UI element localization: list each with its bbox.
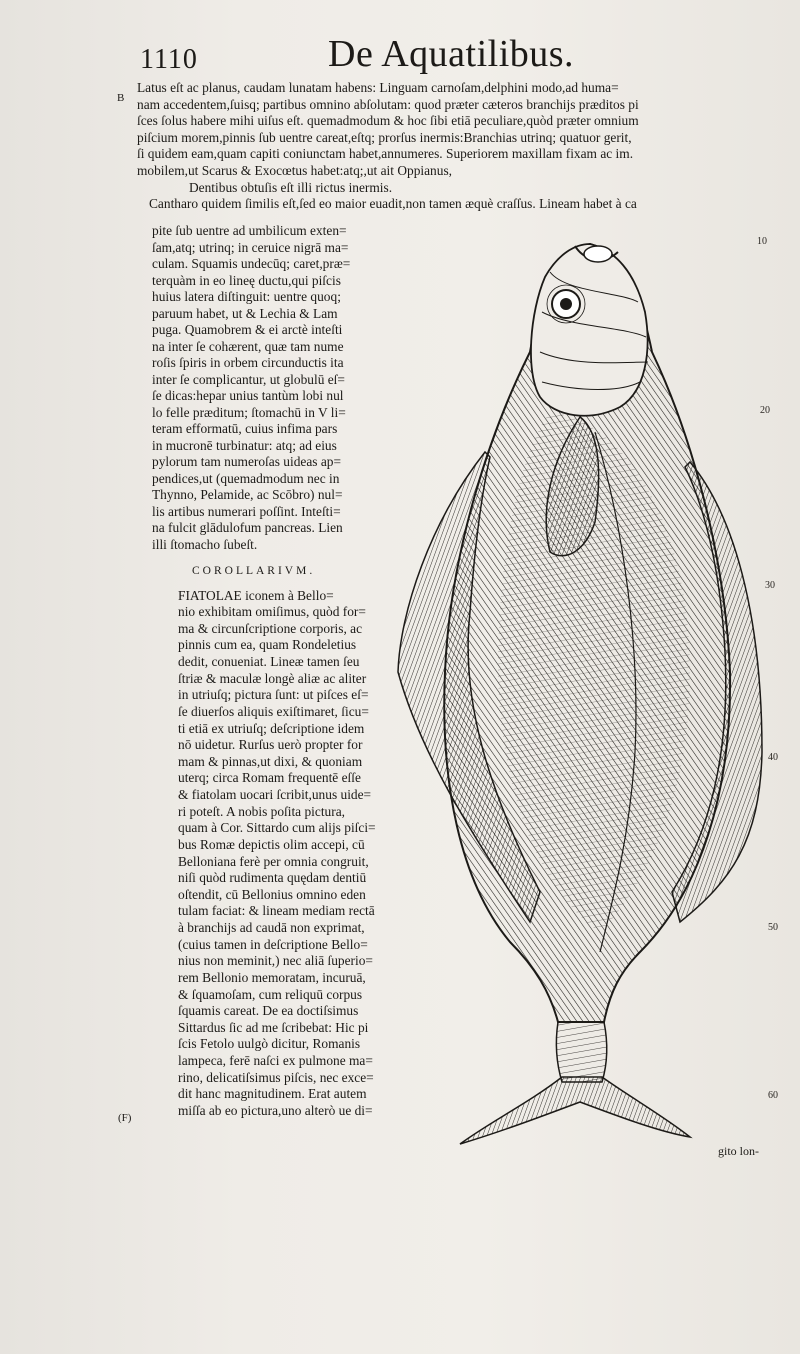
text-line: terquàm in eo lineę ductu,qui piſcis (152, 272, 341, 288)
text-line: FIATOLAE iconem à Bello= (178, 587, 334, 603)
text-line: mam & pinnas,ut dixi, & quoniam (178, 753, 363, 769)
text-line: ſi quidem eam,quam capiti coniunctam habet,annumeres. Superiorem maxillam fixam ac im. (137, 146, 634, 162)
text-line: & ſquamoſam, cum reliquū corpus (178, 986, 363, 1002)
text-line: teram efformatū, cuius infima pars (152, 421, 338, 436)
text-line: lampeca, ferē naſci ex pulmone ma= (178, 1053, 373, 1068)
text-line: huius latera diſtinguit: uentre quoq; (152, 289, 341, 304)
text-line: Thynno, Pelamide, ac Scōbro) nul= (152, 487, 343, 502)
margin-line-number: 30 (765, 580, 775, 591)
body-text-column (152, 223, 410, 1120)
text-line: ſcis Fetolo uulgò dicitur, Romanis (178, 1036, 361, 1052)
text-line: ſe diuerſos aliquis exiſtimaret, ſicu= (178, 703, 369, 719)
text-line: pinnis cum ea, quam Rondeletius (178, 637, 357, 653)
text-line: in utriuſq; pictura ſunt: ut piſces eſ= (178, 687, 369, 703)
text-line: ſquamis careat. De ea doctiſsimus (178, 1003, 359, 1019)
catchword: gito lon- (718, 1144, 759, 1158)
text-line: lo felle præditum; ſtomachū in V li= (152, 404, 346, 420)
text-line: dedit, conueniat. Lineæ tamen ſeu (178, 654, 360, 669)
text-line: ſces ſolus habere mihi uiſus eſt. quemadmodum & hoc ſibi etiā peculiare,quòd præter omnium (137, 113, 639, 129)
page-header (0, 32, 800, 82)
text-line: piſcium morem,pinnis ſub uentre careat,eſtq; prorſus inermis:Branchias utrinq; quatuor gerit, (137, 129, 632, 145)
text-line: tulam faciat: & lineam mediam rectā (178, 903, 375, 919)
text-line: na inter ſe cohærent, quæ tam nume (152, 338, 344, 354)
text-line: pendices,ut (quemadmodum nec in (152, 470, 340, 486)
text-line: inter ſe complicantur, ut globulū eſ= (152, 371, 345, 387)
text-line: ſe dicas:hepar unius tantùm lobi nul (152, 388, 344, 403)
text-line: bus Romæ depictis olim accepi, cū (178, 836, 365, 852)
text-line: in mucronē turbinatur: atq; ad eius (152, 437, 337, 453)
text-line: pite ſub uentre ad umbilicum exten= (152, 223, 347, 238)
text-line: Latus eſt ac planus, caudam lunatam habens: Linguam carnoſam,delphini modo,ad huma= (137, 80, 619, 95)
text-line: ri poteſt. A nobis poſita pictura, (178, 803, 345, 819)
text-line: mobilem,ut Scarus & Exocœtus habet:atq;,ut ait Oppianus, (137, 162, 453, 178)
section-marker-f: (F) (118, 1112, 132, 1124)
text-line: pylorum tam numeroſas uideas ap= (152, 454, 342, 469)
text-line: & fiatolam uocari ſcribit,unus uide= (178, 787, 372, 802)
text-line: dit hanc magnitudinem. Erat autem (178, 1086, 367, 1102)
text-line: ſam,atq; utrinq; in ceruice nigrā ma= (152, 239, 349, 255)
margin-line-number: 60 (768, 1090, 778, 1101)
text-line: nam accedentem,ſuisq; partibus omnino abſolutam: quod præter cæteros branchijs præditos pi (137, 96, 639, 112)
text-line: ti etiā ex utriuſq; deſcriptione idem (178, 720, 365, 736)
fish-drawing (390, 232, 770, 1152)
section-marker-b: B (117, 92, 125, 104)
text-line: miſſa ab eo pictura,uno alterò ue di= (178, 1102, 373, 1118)
text-line: puga. Quamobrem & ei arctè inteſti (152, 322, 343, 337)
page-number: 1110 (140, 44, 198, 75)
text-line: nio exhibitam omiſimus, quòd for= (178, 604, 366, 620)
text-line: Belloniana ferè per omnia congruit, (178, 853, 369, 869)
text-line: niſi quòd rudimenta quędam dentiū (178, 870, 367, 886)
section-heading: COROLLARIVM. (192, 565, 316, 577)
text-line: oſtendit, cū Bellonius omnino eden (178, 886, 366, 902)
text-line: culam. Squamis undecūq; caret,præ= (152, 256, 351, 271)
corollarium-text (178, 588, 410, 1120)
text-line: nius non meminit,) nec aliā ſuperio= (178, 953, 373, 969)
text-line: quam à Cor. Sittardo cum alijs piſci= (178, 820, 376, 836)
text-line: à branchijs ad caudā non exprimat, (178, 920, 365, 935)
text-line-verse: Dentibus obtuſis eſt illi rictus inermis. (189, 179, 393, 195)
text-line: nō uidetur. Rurſus uerò propter for (178, 737, 363, 753)
text-line: uterq; circa Romam frequentē eſſe (178, 770, 361, 786)
body-text-full-width (137, 80, 753, 213)
text-line: roſis ſpiris in orbem circunductis ita (152, 355, 344, 370)
text-line: Sittardus ſic ad me ſcribebat: Hic pi (178, 1019, 369, 1035)
margin-line-number: 40 (768, 752, 778, 763)
text-line: (cuius tamen in deſcriptione Bello= (178, 936, 368, 952)
text-line: rino, delicatiſsimus piſcis, nec exce= (178, 1069, 374, 1085)
fish-woodcut-illustration (390, 232, 770, 1152)
running-title: De Aquatilibus. (328, 33, 575, 75)
text-line: na fulcit glādulofum pancreas. Lien (152, 520, 343, 535)
text-line: ſtriæ & maculæ longè aliæ ac aliter (178, 670, 367, 686)
text-line: ma & circunſcriptione corporis, ac (178, 620, 363, 636)
margin-line-number: 20 (760, 405, 770, 416)
margin-line-number: 50 (768, 922, 778, 933)
text-line: paruum habet, ut & Lechia & Lam (152, 305, 338, 321)
text-line: Cantharo quidem ſimilis eſt,ſed eo maior euadit,non tamen æquè craſſus. Lineam habet à ca (149, 196, 637, 212)
text-line: lis artibus numerari poſſint. Inteſti= (152, 503, 341, 519)
text-line: illi ſtomacho ſubeſt. (152, 536, 258, 552)
text-line: rem Bellonio memoratam, incuruā, (178, 969, 366, 985)
margin-line-number: 10 (757, 236, 767, 247)
